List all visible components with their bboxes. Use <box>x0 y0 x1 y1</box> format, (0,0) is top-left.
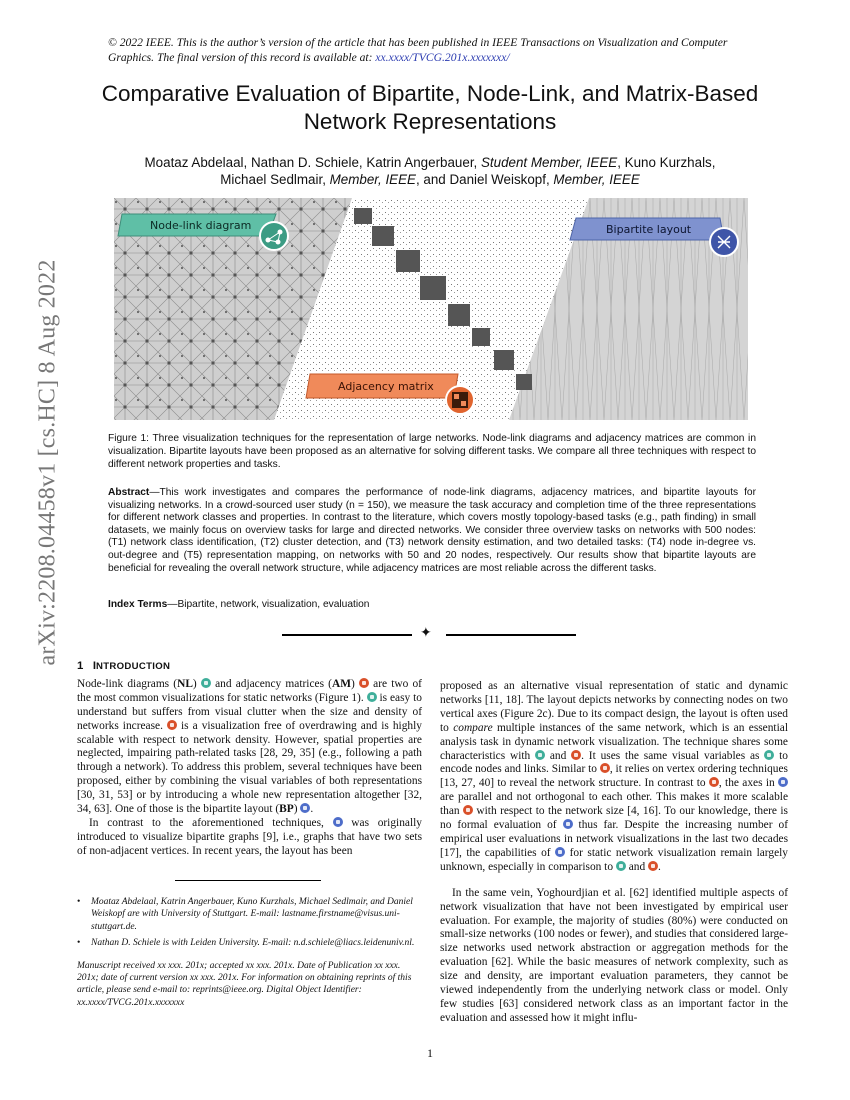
separator-star-icon: ✦ <box>420 625 432 641</box>
abstract-text: —This work investigates and compares the performance of node-link diagrams, adjacency matrices, and bipartite layouts for visualizing networks. In a crowd-sourced user study (n = 150), we measure the task accuracy and completion time of the three representations for different network classes and properties. In contrast to the literature, which covers mostly topology-based tasks (e.g., path finding) in small datasets, we mainly focus on overview tasks for large and directed networks. We consider three overview tasks on networks with 500 nodes: (T1) network class identification, (T2) cluster detection, and (T3) network density estimation, and two detailed tasks: (T4) node in-degree vs. out-degree and (T5) representation mapping, on networks with 50 and 20 nodes, respectively. Our results show that bipartite layouts are beneficial for revealing the overall network structure, while adjacency matrices are most reliable across the different tasks. <box>108 487 756 574</box>
label-node-link-text: Node-link diagram <box>150 219 252 232</box>
am-icon <box>571 750 581 760</box>
bp-icon <box>300 803 310 813</box>
abstract <box>108 487 756 575</box>
intro-paragraph-3: proposed as an alternative visual representation of static and dynamic networks [11, 18]. The layout depicts networks by connecting nodes on two vertical axes (Figure 2c). Due to its compact design, the layout is often used to compare multiple instances of the same network, which is an essential analysis task in dynamic network visualization. The technique shares some characteristics with and . It uses the same visual variables as to encode nodes and links. Similar to , it relies on vertex ordering techniques [13, 27, 40] to reveal the network structure. In contrast to , the axes in are parallel and not orthogonal to each other. This makes it more scalable than with respect to the network size [4, 16]. To our knowledge, there is no formal evaluation of thus far. Despite the increasing number of empirical user evaluations in network visualizations in the last two decades [17], the capabilities of for static network visualization remain largely unknown, especially in comparison to and . <box>440 680 788 873</box>
section-number: 1 <box>77 660 84 672</box>
separator-line-left <box>282 634 412 636</box>
am-icon <box>359 678 369 688</box>
index-terms-text: —Bipartite, network, visualization, evaluation <box>167 599 370 610</box>
nl-icon <box>367 692 377 702</box>
label-bipartite-text: Bipartite layout <box>606 223 692 236</box>
intro-paragraph-1: Node-link diagrams (NL) and adjacency matrices (AM) are two of the most common visualizations for static networks (Figure 1). is easy to understand but suffers from visual clutter when the size and density of networks increase. is a visualization free of overdrawing and is highly scalable with respect to network density. However, spatial properties are neglected, impairing path-related tasks [28, 29, 35] (e.g., following a path through a network). To address this problem, several techniques have been proposed, either by combining the visual variables of both representations [30, 31, 53] or by introducing a whole new representation altogether [32, 34, 63]. One of those is the bipartite layout (BP) . <box>77 677 422 816</box>
author-affil-1: Student Member, IEEE <box>480 155 618 170</box>
author-list <box>100 154 760 188</box>
nl-icon <box>616 861 626 871</box>
footnotes <box>77 896 422 1009</box>
label-adjacency-text: Adjacency matrix <box>338 380 434 393</box>
authors-line1-tail: , Kuno Kurzhals, <box>617 155 716 170</box>
authors-line2: Michael Sedlmair, <box>220 172 330 187</box>
am-icon <box>167 720 177 730</box>
am-icon <box>648 861 658 871</box>
authors-line2-mid: , and Daniel Weiskopf, <box>415 172 554 187</box>
am-icon <box>600 763 610 773</box>
index-terms <box>108 598 756 611</box>
authors-line1: Moataz Abdelaal, Nathan D. Schiele, Katrin Angerbauer, <box>144 155 481 170</box>
bp-icon <box>563 819 573 829</box>
bp-icon <box>555 847 565 857</box>
footnote-affiliation-leiden: • Nathan D. Schiele is with Leiden University. E-mail: n.d.schiele@liacs.leidenuniv.nl. <box>87 937 422 949</box>
nl-icon <box>201 678 211 688</box>
section-separator <box>282 625 582 642</box>
footnote-affiliation-stuttgart: • Moataz Abdelaal, Katrin Angerbauer, Kuno Kurzhals, Michael Sedlmair, and Daniel Weiskopf are with University of Stuttgart. E-mail: lastname.firstname@visus.uni-stuttgart.de. <box>87 896 422 933</box>
bp-icon <box>778 777 788 787</box>
left-column <box>77 660 422 859</box>
am-icon <box>709 777 719 787</box>
separator-line-right <box>446 634 576 636</box>
abstract-label: Abstract <box>108 487 150 498</box>
teaser-figure <box>114 198 748 420</box>
section-title-initial: I <box>92 660 97 672</box>
am-icon <box>463 805 473 815</box>
figure-caption: Figure 1: Three visualization techniques for the representation of large networks. Node-link diagrams and adjacency matrices are common in visualization. Bipartite layouts have been proposed as an alternative for solving different tasks. We compare all three techniques with respect to different network properties and tasks. <box>108 433 756 471</box>
section-title-rest: NTRODUCTION <box>96 661 171 672</box>
page-number: 1 <box>427 1046 433 1060</box>
section-heading <box>77 660 422 674</box>
copyright-notice <box>108 35 748 65</box>
right-column <box>440 680 788 1026</box>
footnote-rule <box>175 880 321 881</box>
doi-link[interactable]: xx.xxxx/TVCG.201x.xxxxxxx/ <box>375 51 510 64</box>
intro-paragraph-4: In the same vein, Yoghourdjian et al. [62] identified multiple aspects of network visualization that have not been investigated by empirical user evaluation. For example, the majority of studies (80%) were conducted on small-size networks (100 nodes or fewer), and studies that considered large-size networks used network abstraction or aggregation methods for the evaluation [62]. While the basic measures of network complexity, such as size and density, are important evaluation parameters, they cannot be viewed independently from the underlying network class or model. Only few studies [63] considered network class as an important factor in the evaluation and assessed how it might influ- <box>440 886 788 1024</box>
index-terms-label: Index Terms <box>108 599 168 610</box>
author-affil-3: Member, IEEE <box>553 172 640 187</box>
nl-icon <box>535 750 545 760</box>
author-affil-2: Member, IEEE <box>329 172 416 187</box>
intro-paragraph-2: In contrast to the aforementioned techniques, was originally introduced to visualize bipartite graphs [9], i.e., graphs that have two sets of non-adjacent vertices. In recent years, the layout has been <box>77 816 422 857</box>
manuscript-info: Manuscript received xx xxx. 201x; accepted xx xxx. 201x. Date of Publication xx xxx. 201x; date of current version xx xxx. 201x. For information on obtaining reprints of this article, please send e-mail to: reprints@ieee.org. Digital Object Identifier: xx.xxxx/TVCG.201x.xxxxxxx <box>77 960 412 1008</box>
arxiv-identifier-text: arXiv:2208.04458v1 [cs.HC] 8 Aug 2022 <box>34 259 61 666</box>
bp-icon <box>333 817 343 827</box>
copyright-text: © 2022 IEEE. This is the author’s version of the article that has been published in IEEE Transactions on Visualization and Computer Graphics. The final version of this record is available at: <box>108 36 728 64</box>
paper-title: Comparative Evaluation of Bipartite, Node-Link, and Matrix-Based Network Representations <box>101 81 759 134</box>
arxiv-identifier <box>28 259 61 672</box>
nl-icon <box>764 750 774 760</box>
